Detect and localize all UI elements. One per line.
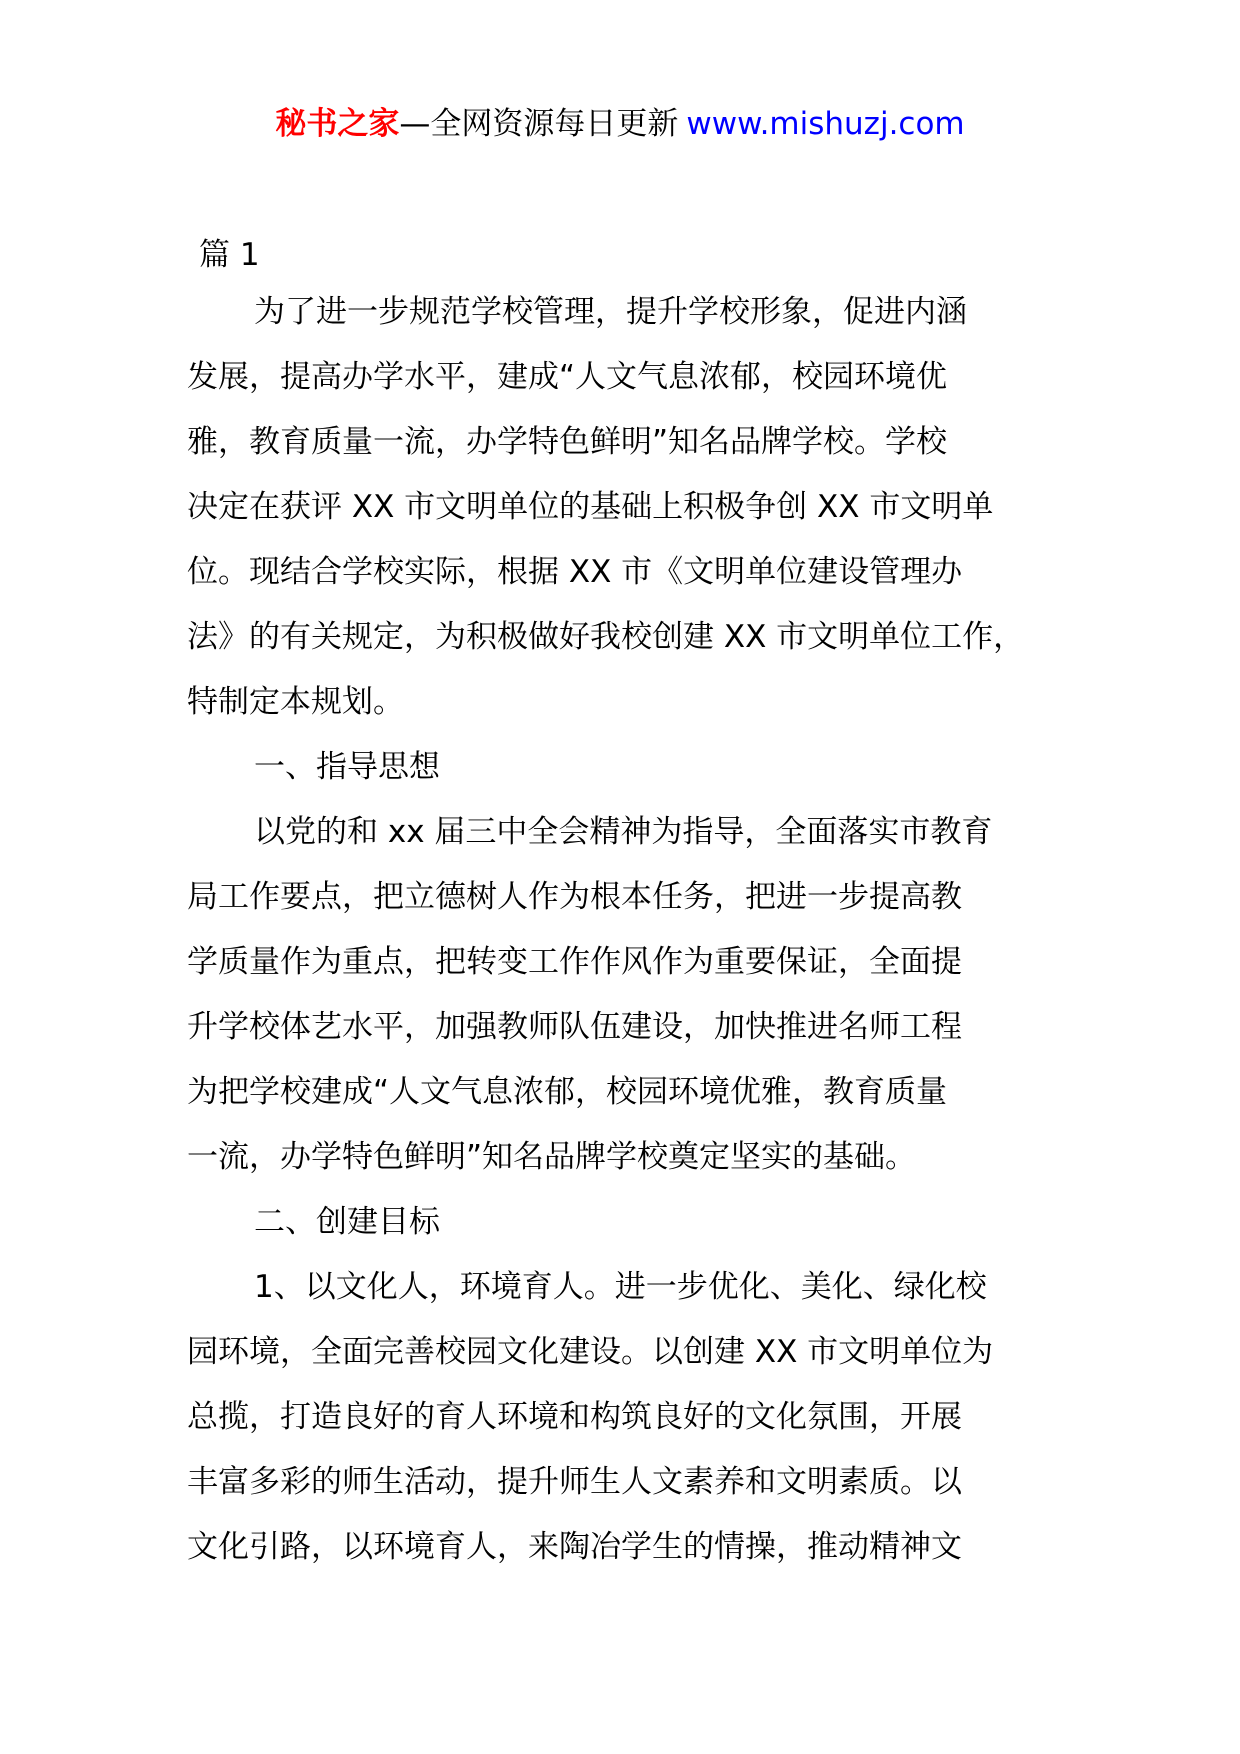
text-line: 为把学校建成“人文气息浓郁，校园环境优雅，教育质量 [187,1074,948,1110]
text-line: 1、以文化人，环境育人。进一步优化、美化、绿化校 [254,1269,987,1305]
text-line: 总揽，打造良好的育人环境和构筑良好的文化氛围，开展 [187,1399,962,1435]
paragraph-lines [187,280,1087,1580]
section-heading: 篇 1 [199,237,260,273]
text-line: 学质量作为重点，把转变工作作风作为重要保证，全面提 [187,944,962,980]
site-header [0,102,1240,146]
text-line: 雅，教育质量一流，办学特色鲜明”知名品牌学校。学校 [187,424,948,460]
text-line: 位。现结合学校实际，根据 XX 市《文明单位建设管理办 [187,554,963,590]
text-line: 决定在获评 XX 市文明单位的基础上积极争创 XX 市文明单 [187,489,994,525]
text-line: 二、创建目标 [254,1204,440,1240]
text-line: 一流，办学特色鲜明”知名品牌学校奠定坚实的基础。 [187,1139,917,1175]
text-line: 园环境，全面完善校园文化建设。以创建 XX 市文明单位为 [187,1334,994,1370]
text-line: 局工作要点，把立德树人作为根本任务，把进一步提高教 [187,879,962,915]
text-line: 丰富多彩的师生活动，提升师生人文素养和文明素质。以 [187,1464,962,1500]
text-line: 升学校体艺水平，加强教师队伍建设，加快推进名师工程 [187,1009,962,1045]
text-line: 一、指导思想 [254,749,440,785]
site-tagline: —全网资源每日更新 [399,106,679,142]
text-line: 发展，提高办学水平，建成“人文气息浓郁，校园环境优 [187,359,948,395]
site-brand: 秘书之家 [275,106,400,142]
document-body [187,232,1087,1580]
text-line: 文化引路，以环境育人，来陶冶学生的情操，推动精神文 [187,1529,962,1565]
text-line: 为了进一步规范学校管理，提升学校形象，促进内涵 [254,294,967,330]
text-line: 以党的和 xx 届三中全会精神为指导，全面落实市教育 [254,814,993,850]
text-line: 特制定本规划。 [187,684,404,720]
site-url-link[interactable]: www.mishuzj.com [686,106,965,142]
text-line: 法》的有关规定，为积极做好我校创建 XX 市文明单位工作， [187,619,1025,655]
